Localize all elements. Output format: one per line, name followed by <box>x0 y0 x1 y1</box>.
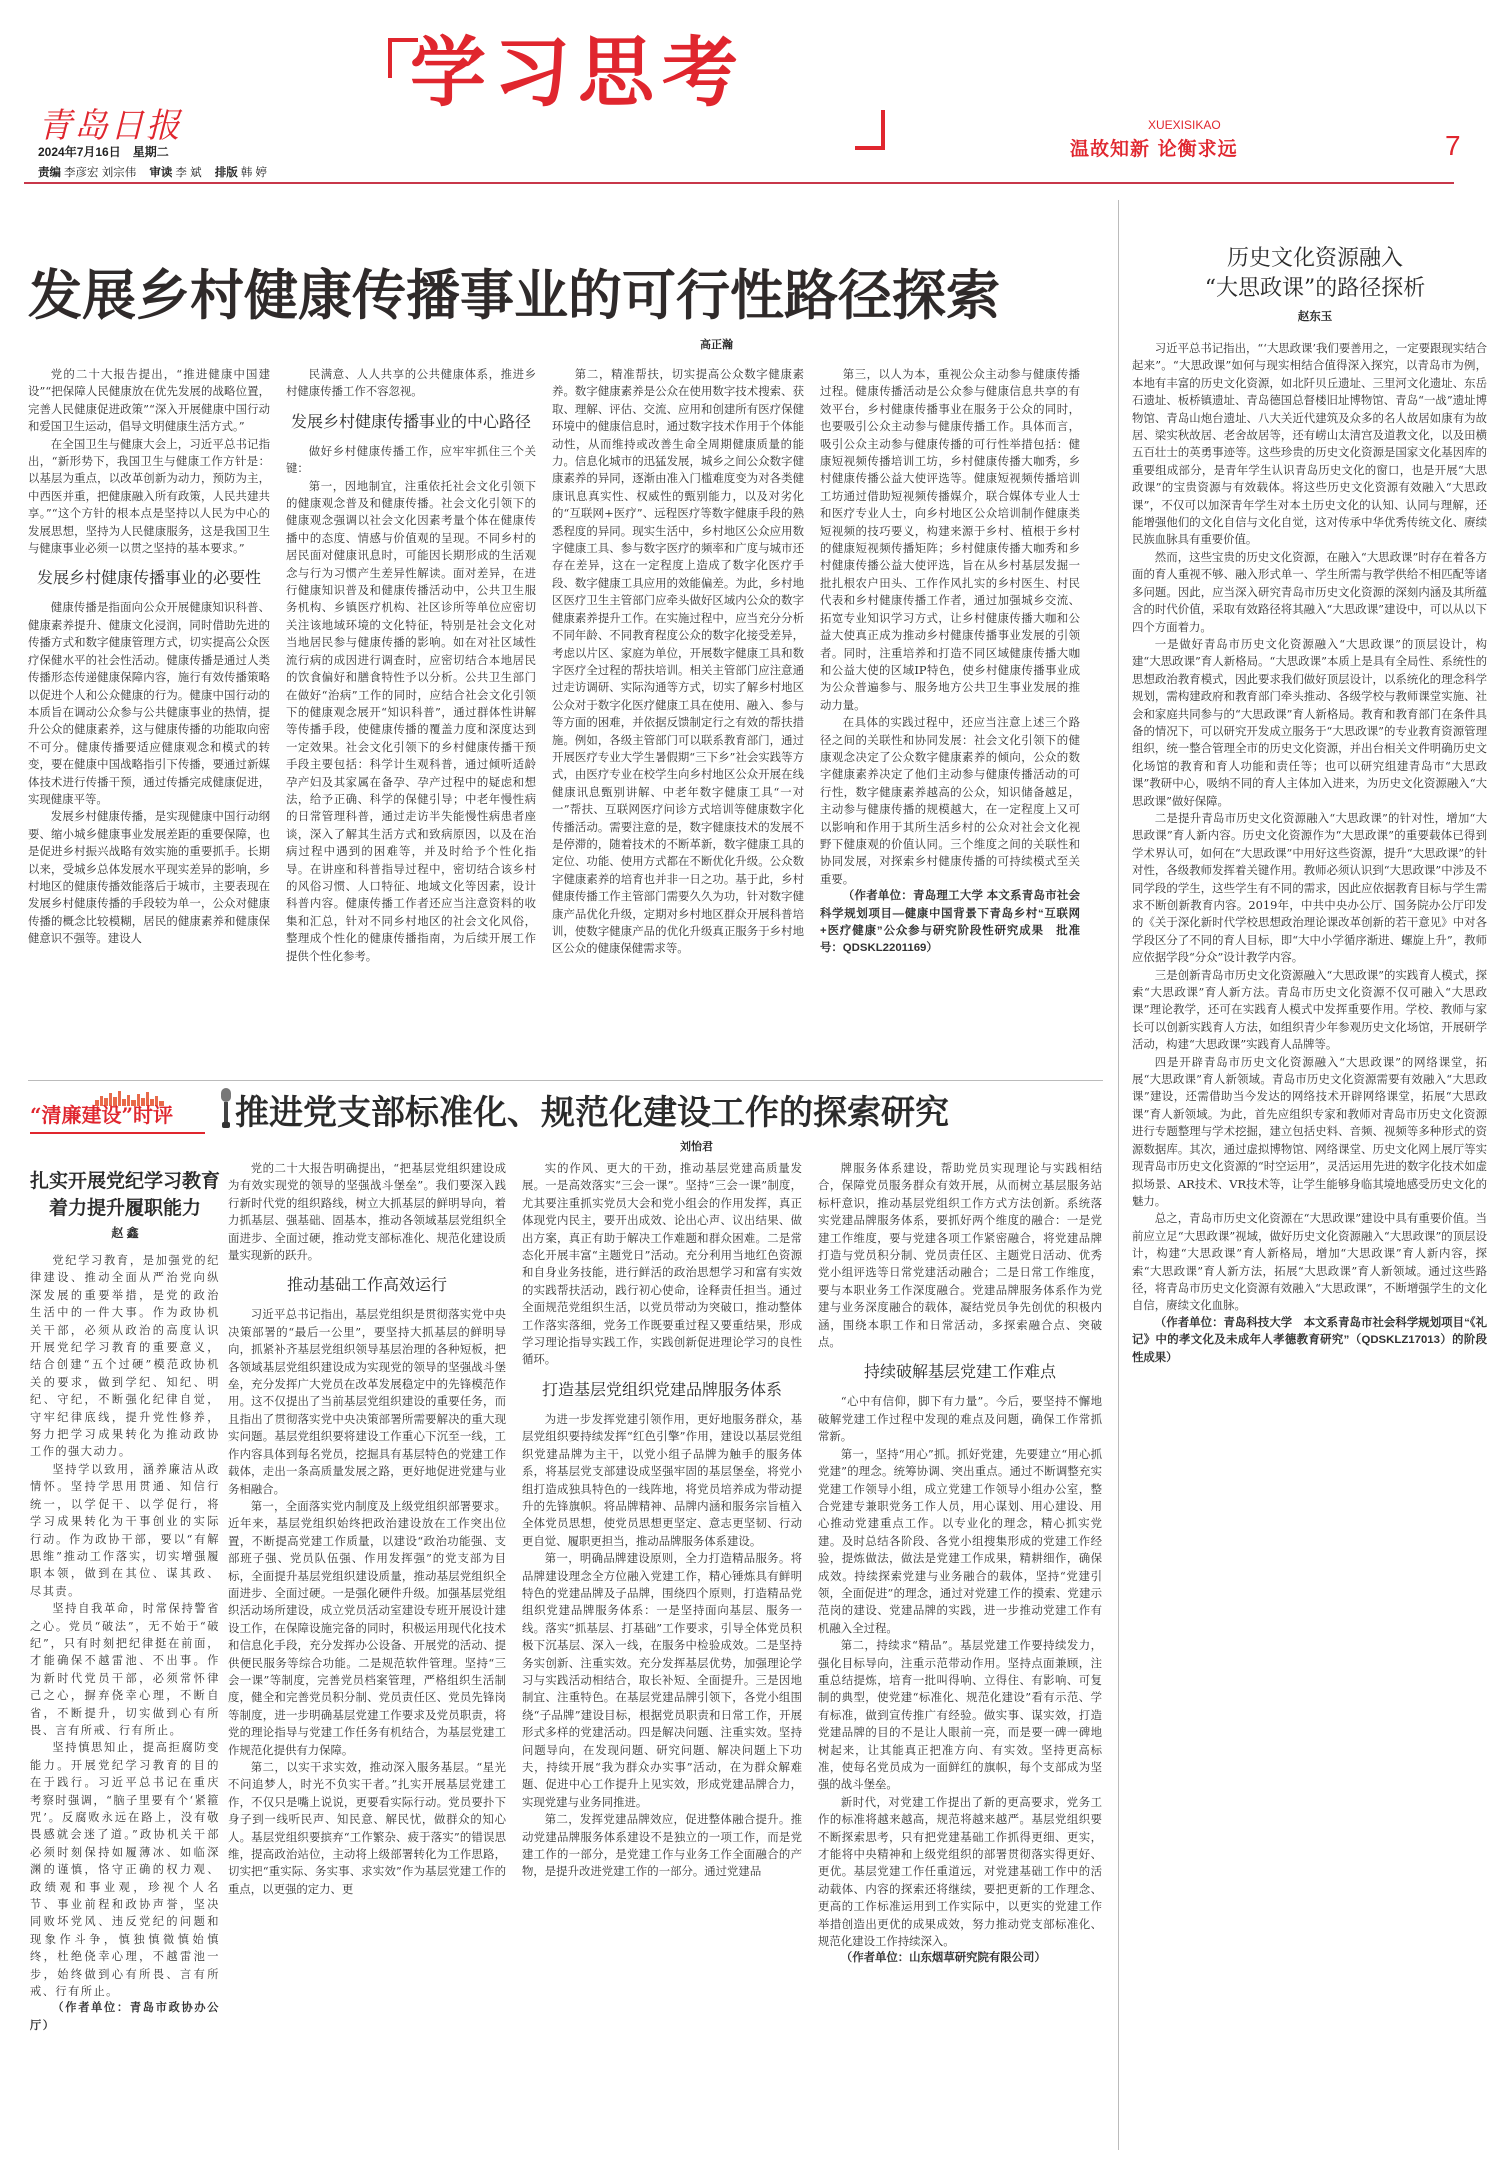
paragraph: “心中有信仰，脚下有力量”。今后，要坚持不懈地破解党建工作过程中发现的难点及问题，确保工作常抓常新。 <box>818 1394 1102 1444</box>
column-badge-clean-governance <box>30 1088 220 1138</box>
paragraph: 在具体的实践过程中，还应当注意上述三个路径之间的关联性和协同发展：社会文化引领下的健康观念决定了公众数字健康素养的倾向，公众的数字健康素养决定了他们主动参与健康传播活动的可行性，数字健康素养越高的公众，知识储备越足，主动参与健康传播的规模越大，在一定程度上又可以影响和作用于其所生活乡村的公众对社会文化视野下健康观的价值认同。三个维度之间的关联性和协同发展，对探索乡村健康传播的可持续模式至关重要。 <box>820 715 1080 886</box>
column-badge-label: “清廉建设”时评 <box>30 1103 174 1127</box>
credit-editor <box>38 167 136 179</box>
paragraph: 然而，这些宝贵的历史文化资源，在融入“大思政课”时存在着各方面的育人重视不够、融入形式单一、学生所需与教学供给不相匹配等诸多问题。因此，应当深入研究青岛市历史文化资源的深刻内涵及其所蕴含的时代价值，采取有效路径将其融入“大思政课”建设中，可以从以下四个方面着力。 <box>1132 549 1487 634</box>
author-affiliation-note: （作者单位：青岛科技大学 本文系青岛市社会科学规划项目“《礼记》中的孝文化及未成年人孝德教育研究”（QDSKLZ17013）的阶段性成果） <box>1132 1316 1487 1364</box>
section-title: 学习思考 <box>410 28 746 117</box>
paragraph: 做好乡村健康传播工作，应牢牢抓住三个关键： <box>286 443 536 476</box>
article-discipline-title-line-2: 着力提升履职能力 <box>48 1197 201 1219</box>
paragraph: 民满意、人人共享的公共健康体系，推进乡村健康传播工作不容忽视。 <box>286 367 536 399</box>
paragraph: 坚持学以致用，涵养廉洁从政情怀。坚持学思用贯通、知信行统一，以学促干、以学促行，将学习成果转化为干事创业的实际行动。作为政协干部，要以“有解思维”推动工作落实，切实增强履职本领，做到在其位、谋其政、尽其责。 <box>30 1462 220 1598</box>
paragraph: 第一，坚持“用心”抓。抓好党建，先要建立“用心抓党建”的理念。统筹协调、突出重点。通过不断调整充实党建工作领导小组，成立党建工作领导小组办公室，整合党建专兼职党务工作人员，用心谋划、用心建设、用心推动党建重点工作。以专业化的理念，精心抓实党建。及时总结各阶段、各党小组搜集形成的党建工作经验，提炼做法，做法是党建工作成果，精耕细作，确保成效。持续探索党建与业务融合的载体，坚持“党建引领，全面促进”的理念，通过对党建工作的摸索、党建示范岗的建设、党建品牌的实践，进一步推动党建工作有机融入全过程。 <box>818 1446 1102 1635</box>
paragraph: 二是提升青岛市历史文化资源融入“大思政课”的针对性，增加“大思政课”育人新内容。历史文化资源作为“大思政课”的重要载体已得到学术界认可，如何在“大思政课”中用好这些资源，提升“大思政课”的针对性，各级教师发挥着关键作用。教师必须认识到“大思政课”中涉及不同学段的学生，这些学生有不同的需求，因此应依据教育目标与学生需求不断创新教育内容。2019年，中共中央办公厅、国务院办公厅印发的《关于深化新时代学校思想政治理论课改革创新的若干意见》中对各学段区分了不同的育人目标，即“大中小学循序渐进、螺旋上升”，教师应依据学段“分众”设计教学内容。 <box>1132 810 1487 965</box>
article-health-author: 高正瀚 <box>700 339 733 351</box>
credit-role: 责编 <box>38 167 61 179</box>
paragraph: 第三，以人为本，重视公众主动参与健康传播过程。健康传播活动是公众参与健康信息共享的有效平台，乡村健康传播事业在服务于公众的同时，也要吸引公众主动参与健康传播工作。具体而言，吸引公众主动参与健康传播的可行性举措包括：健康短视频传播培训工坊，乡村健康传播大咖秀，乡村健康传播公益大使评选等。健康短视频传播培训工坊通过借助短视频传播媒介，联合媒体专业人士和医疗专业人士，向乡村地区公众培训制作健康类短视频的技巧要义，构建来源于乡村、植根于乡村的健康短视频传播矩阵；乡村健康传播大咖秀和乡村健康传播公益大使评选，旨在从乡村基层发掘一批扎根农户田头、工作作风扎实的乡村医生、村民代表和乡村健康传播工作者，通过加强城乡交流、拓宽专业知识学习方式，让乡村健康传播大咖和公益大使真正成为推动乡村健康传播事业发展的引领者。同时，注重培养和打造不同区域健康传播大咖和公益大使的区域IP特色，使乡村健康传播事业成为公众普遍参与、服务地方公共卫生事业发展的推动力量。 <box>820 367 1080 712</box>
author-affiliation-note: （作者单位：山东烟草研究院有限公司） <box>840 1952 1046 1965</box>
paragraph: 坚持自我革命，时常保持警省之心。党员“破法”，无不始于“破纪”，只有时刻把纪律挺在前面，才能确保不越雷池、不出事。作为新时代党员干部，必须常怀律己之心，摒弃侥幸心理，不断自省，不断提升，切实做到心有所畏、言有所戒、行有所止。 <box>30 1602 220 1737</box>
article-discipline-body <box>30 1252 220 2150</box>
section-heading: 推动基础工作高效运行 <box>286 1275 447 1295</box>
issue-date: 2024年7月16日 星期二 <box>38 145 169 159</box>
column-divider <box>1118 200 1119 2150</box>
paragraph: 三是创新青岛市历史文化资源融入“大思政课”的实践育人模式，探索“大思政课”育人新方法。青岛市历史文化资源不仅可融入“大思政课”理论教学，还可在实践育人模式中发挥重要作用。学校、教师与家长可以创新实践育人方法，如组织青少年参观历史文化场馆，开展研学活动，构建“大思政课”实践育人品牌等。 <box>1132 967 1487 1052</box>
paragraph: 第一，明确品牌建设原则，全力打造精品服务。将品牌建设理念全方位融入党建工作，精心锤炼具有鲜明特色的党建品牌及子品牌，围绕四个原则，打造精品党组织党建品牌服务体系：一是坚持面向基层、服务一线。落实“抓基层、打基础”工作要求，引导全体党员积极下沉基层、深入一线，在服务中检验成效。二是坚持务实创新、注重实效。充分发挥基层优势，加强理论学习与实践活动相结合，取长补短、全面提升。三是因地制宜、注重特色。在基层党建品牌引领下，各党小组围绕“子品牌”建设目标，根据党员职责和日常工作，开展形式多样的党建活动。四是解决问题、注重实效。坚持问题导向，在发现问题、研究问题、解决问题上下功夫，持续开展“我为群众办实事”活动，在为群众解难题、促进中心工作提升上见实效，形成党建品牌合力，实现党建与业务同推进。 <box>522 1551 802 1809</box>
paragraph: 一是做好青岛市历史文化资源融入“大思政课”的顶层设计，构建“大思政课”育人新格局。“大思政课”本质上是具有全局性、系统性的思想政治教育模式，因此要求我们做好顶层设计，以系统化的理念科学规划，需构建政府和教育部门牵头推动、各级学校与教师课堂实施、社会和家庭共同参与的“大思政课”育人新格局。教育和教育部门在条件具备的情况下，可以研究开发成立服务于“大思政课”的专业教育资源管理组织，统一整合管理全市的历史文化资源，并出台相关文件明确历史文化场馆的教育和育人功能和责任等；也可以研究组建青岛市“大思政课”教研中心，吸纳不同的育人主体加入进来，为历史文化资源融入“大思政课”做好保障。 <box>1132 636 1487 808</box>
article-history-title-line-2: “大思政课”的路径探析 <box>1204 276 1426 301</box>
paragraph: 第二，发挥党建品牌效应，促进整体融合提升。推动党建品牌服务体系建设不是独立的一项工作，而是党建工作的一部分，是党建工作与业务工作全面融合的产物，是提升改进党建工作的一部分。通过党建品 <box>522 1812 802 1879</box>
paragraph: 新时代，对党建工作提出了新的更高要求，党务工作的标准将越来越高，规范将越来越严。基层党组织要不断探索思考，只有把党建基础工作抓得更细、更实，才能将中央精神和上级党组织的部署贯彻落实得更好、更优。基层党建工作任重道远，对党建基础工作中的活动载体、内容的探索还将继续，要把更新的工作理念、更高的工作标准运用到工作实际中，以更实的党建工作举措创造出更优的成果成效，努力推动党支部标准化、规范化建设工作持续深入。 <box>818 1794 1102 1949</box>
article-health-column-1 <box>28 366 270 1054</box>
editor-credits <box>38 164 277 180</box>
article-history-title <box>1145 244 1485 304</box>
paragraph: 第一，全面落实党内制度及上级党组织部署要求。近年来，基层党组织始终把政治建设放在工作突出位置，不断提高党建工作质量，以建设“政治功能强、支部班子强、党员队伍强、作用发挥强”的党支部为目标，全面提升基层党组织建设质量，推动基层党组织全面进步、全面过硬。一是强化硬件升级。加强基层党组织活动场所建设，成立党员活动室建设专班开展设计建设工作，在保障设施完备的同时，积极运用现代化技术和信息化手段，充分发挥办公设备、开展党的活动、提供便民服务等综合功能。二是规范软件管理。坚持“三会一课”等制度，完善党员档案管理，严格组织生活制度，健全和完善党员积分制、党员责任区、党员先锋岗等制度，进一步明确基层党建工作要求及党员职责，将党的理论指导与党建工作任务有机结合，为基层党建工作规范化提供有力保障。 <box>228 1498 506 1757</box>
paragraph: 第二，精准帮扶，切实提高公众数字健康素养。数字健康素养是公众在使用数字技术搜索、获取、理解、评估、交流、应用和创建所有医疗保健环境中的健康信息时，通过数字技术作用于个体能动性，从而维持或改善生命全周期健康质量的能力。信息化城市的迅猛发展，城乡之间公众数字健康素养的异同，逐渐由准入门槛难度变为对各类健康讯息真实性、权威性的甄别能力，以及对劣化的“互联网+医疗”、远程医疗等数字健康手段的熟悉程度的异同。现实生活中，乡村地区公众应用数字健康工具、参与数字医疗的频率和广度与城市还存在差异，这在一定程度上造成了数字化医疗手段、数字健康工具应用的效能偏差。为此，乡村地区医疗卫生主管部门应牵头做好区域内公众的数字健康素养提升工作。在实施过程中，应当充分分析不同年龄、不同教育程度公众的数字化接受差异，考虑以片区、家庭为单位，开展数字健康工具和数字医疗全过程的帮扶培训。相关主管部门应注意通过走访调研、实际沟通等方式，切实了解乡村地区公众对于数字化医疗健康工具在使用、融入、参与等方面的困难，并依据反馈制定行之有效的帮扶措施。例如，各级主管部门可以联系教育部门，通过开展医疗专业大学生暑假期“三下乡”社会实践等方式，由医疗专业在校学生向乡村地区公众开展在线健康讯息甄别讲解、中老年数字健康工具“一对一”帮扶、互联网医疗问诊方式培训等健康数字化传播活动。需要注意的是，数字健康技术的发展不是停滞的，随着技术的不断革新，数字健康工具的定位、功能、使用方式都在不断优化升级。公众数字健康素养的培育也并非一日之功。基于此，乡村健康传播工作主管部门需要久久为功，针对数字健康产品优化升级，定期对乡村地区群众开展科普培训，使数字健康产品的优化升级真正服务于乡村地区公众的健康保健需求等。 <box>552 367 804 956</box>
paragraph: 在全国卫生与健康大会上，习近平总书记指出，“新形势下，我国卫生与健康工作方针是：以基层为重点，以改革创新为动力，预防为主，中西医并重，把健康融入所有政策，人民共建共享。”“这个方针的根本点是坚持以人民为中心的发展思想，坚持为人民健康服务，这是我国卫生与健康事业必须一以贯之坚持的基本要求。” <box>28 436 270 556</box>
article-health-column-3 <box>552 366 804 1054</box>
article-discipline-author: 赵 鑫 <box>111 1226 139 1240</box>
paragraph: 党的二十大报告明确提出，“把基层党组织建设成为有效实现党的领导的坚强战斗堡垒”。我们要深入践行新时代党的组织路线，树立大抓基层的鲜明导向，着力抓基层、强基础、固基本，推动各领域基层党组织全面进步、全面过硬，推动党支部标准化、规范化建设质量实现新的跃升。 <box>228 1161 506 1263</box>
paragraph: 坚持慎思知止，提高拒腐防变能力。开展党纪学习教育的目的在于践行。习近平总书记在重庆考察时强调，“脑子里要有个‘紧箍咒’。反腐败永远在路上，没有敬畏感就会迷了道。”政协机关干部必须时刻保持如履薄冰、如临深渊的谨慎，恪守正确的权力观、政绩观和事业观，珍视个人名节、事业前程和政协声誉，坚决同败坏党风、违反党纪的问题和现象作斗争，慎独慎微慎始慎终，杜绝侥幸心理，不越雷池一步，始终做到心有所畏、言有所戒、行有所止。 <box>30 1741 220 1999</box>
paragraph: 第二，持续求“精品”。基层党建工作要持续发力，强化目标导向，注重示范带动作用。坚持点面兼顾，注重总结提炼，培育一批叫得响、立得住、有影响、可复制的典型，使党建“标准化、规范化建设”看有示范、学有标准，做到宣传推广有经验。做实事、谋实效，打造党建品牌的目的不是让人眼前一亮，而是要一碑一碑地树起来，让其能真正把准方向、有实效。坚持更高标准，使每名党员成为一面鲜红的旗帜，每个支部成为坚强的战斗堡垒。 <box>818 1638 1102 1792</box>
section-pinyin: XUEXISIKAO <box>1148 118 1221 132</box>
paragraph: 习近平总书记指出，基层党组织是贯彻落实党中央决策部署的“最后一公里”，要坚持大抓基层的鲜明导向，抓紧补齐基层党组织领导基层治理的各种短板，把各领域基层党组织建设成为实现党的领导的坚强战斗堡垒，充分发挥广大党员在改革发展稳定中的先锋模范作用。这不仅提出了当前基层党组织建设的重要任务，而且指出了贯彻落实党中央决策部署所需要解决的重大现实问题。基层党组织要将建设工作重心下沉至一线，工作内容具体到每名党员，挖掘具有基层特色的党建工作载体，走出一条高质量发展之路，更好地促进党建与业务相融合。 <box>228 1307 506 1496</box>
paragraph: 第一，因地制宜，注重依托社会文化引领下的健康观念普及和健康传播。社会文化引领下的健康观念强调以社会文化因素考量个体在健康传播中的态度、情感与价值观的呈现。不同乡村的居民面对健康讯息时，可能因长期形成的生活观念与行为习惯产生差异性解读。面对差异，在进行健康知识普及和健康传播活动中，公共卫生服务机构、乡镇医疗机构、社区诊所等单位应密切关注该地域环境的文化特征，特别是社会文化对当地居民参与健康传播的影响。如在对社区域性流行病的成因进行调查时，应密切结合本地居民的饮食偏好和膳食特性予以分析。公共卫生部门在做好“治病”工作的同时，应结合社会文化引领下的健康观念展开“知识科普”，通过群体性讲解等传播手段，使健康传播的覆盖力度和深度达到一定效果。社会文化引领下的乡村健康传播干预手段主要包括：科学计生观科普，通过倾听适龄孕产妇及其家属在备孕、孕产过程中的疑虑和想法，给予正确、科学的保健引导；中老年慢性病的日常管理科普，通过走访半失能慢性病患者座谈，深入了解其生活方式和致病原因，以及在治病过程中遇到的困难等，并及时给予个性化指导。在讲座和科普指导过程中，密切结合该乡村的风俗习惯、人口特征、地域文化等因素，设计科普内容。健康传播工作者还应当注意资料的收集和汇总，针对不同乡村地区的社会文化风俗，整理成个性化的健康传播指南，为后续开展工作提供个性化参考。 <box>286 478 536 963</box>
article-party-column-2 <box>522 1160 802 2150</box>
article-party-column-1 <box>228 1160 506 2150</box>
article-health-column-4 <box>820 366 1080 1072</box>
corner-bracket-right <box>855 110 885 150</box>
paragraph: 发展乡村健康传播，是实现健康中国行动纲要、缩小城乡健康事业发展差距的重要保障，也是促进乡村振兴战略有效实施的重要抓手。长期以来，受城乡总体发展水平现实差异的影响，乡村地区的健康传播效能落后于城市，主要表现在发展乡村健康传播的手段较为单一，公众对健康传播的概念比较模糊，居民的健康素养和健康保健意识不强等。建设人 <box>28 809 270 946</box>
section-heading: 持续破解基层党建工作难点 <box>863 1362 1056 1382</box>
credit-role: 审读 <box>149 167 173 179</box>
paragraph: 四是开辟青岛市历史文化资源融入“大思政课”的网络课堂，拓展“大思政课”育人新领域。青岛市历史文化资源需要有效融入“大思政课”建设，还需借助当今发达的网络技术开辟网络课堂，拓展“大思政课”育人新领域。为此，首先应组织专家和教师对青岛市历史文化资源进行专题整理与学术挖掘，建立包括史料、音频、视频等多种形式的资源数据库。其次，通过虚拟博物馆、网络课堂、历史文化网上展厅等实现青岛市历史文化资源的“时空运用”，灵活运用先进的数字化技术如虚拟场景、AR技术、VR技术等，让学生能够身临其境地感受历史文化的魅力。 <box>1132 1054 1487 1208</box>
credit-names: 李彦宏 刘宗伟 <box>64 167 137 179</box>
paragraph: 实的作风、更大的干劲，推动基层党建高质量发展。一是高效落实“三会一课”。坚持“三会一课”制度，尤其要注重抓实党员大会和党小组会的作用发挥，真正体现党内民主，要开出成效、论出心声、议出结果、做出方案，真正有助于解决工作难题和群众困难。二是常态化开展丰富“主题党日”活动。充分利用当地红色资源和自身业务技能，进行鲜活的政治思想学习和富有实效的实践帮扶活动，践行初心使命，诠释责任担当。通过全面规范党组织生活，以党员带动为突破口，推动整体工作落实落细，党务工作既要重过程又要重结果，形成学习理论指导实践工作，实践创新促进理论学习的良性循环。 <box>522 1161 802 1367</box>
author-affiliation-note: （作者单位：青岛理工大学 本文系青岛市社会科学规划项目—健康中国背景下青岛乡村“互联网+医疗健康”公众参与研究阶段性研究成果 批准号：QDSKL2201169） <box>820 890 1080 955</box>
microphone-icon <box>218 1088 234 1128</box>
article-discipline-title-line-1: 扎实开展党纪学习教育 <box>30 1170 221 1192</box>
section-divider <box>28 1080 1103 1081</box>
section-heading: 发展乡村健康传播事业的必要性 <box>36 568 261 588</box>
paragraph: 党纪学习教育，是加强党的纪律建设、推动全面从严治党向纵深发展的重要举措，是党的政治生活中的一件大事。作为政协机关干部，必须从政治的高度认识开展党纪学习教育的重要意义，结合创建“五个过硬”模范政协机关的要求，做到学纪、知纪、明纪、守纪，不断强化纪律自觉，守牢纪律底线，提升党性修养，努力把学习成果转化为推动政协工作的强大动力。 <box>30 1254 220 1459</box>
paragraph: 健康传播是指面向公众开展健康知识科普、健康素养提升、健康文化浸润，同时借助先进的传播方式和数字健康管理方式，切实提高公众医疗保健水平的社会性活动。健康传播是通过人类传播形态传递健康保障内容，施行有效传播策略以促进个人和公众健康的行为。健康中国行动的本质旨在调动公众参与公共健康事业的热情，提升公众的健康素养，这与健康传播的功能取向密不可分。健康传播要适应健康观念和模式的转变，要在健康中国战略指引下传播，要通过新媒体技术进行传播干预，通过传播完成健康促进，实现健康平等。 <box>28 600 270 806</box>
section-heading: 发展乡村健康传播事业的中心路径 <box>290 411 531 431</box>
paragraph: 为进一步发挥党建引领作用，更好地服务群众，基层党组织要持续发挥“红色引擎”作用，建设以基层党组织党建品牌为主干，以党小组子品牌为触手的服务体系，将基层党支部建设成坚强牢固的基层堡垒，将党小组打造成独具特色的一线阵地，将党员培养成为带动提升的先锋旗帜。将品牌精神、品牌内涵和服务宗旨植入全体党员思想，使党员思想更坚定、意志更坚韧、行动更自觉、履职更担当，推动品牌服务体系建设。 <box>522 1411 802 1548</box>
credit-layout <box>215 167 267 179</box>
article-history-author: 赵东玉 <box>1297 311 1333 323</box>
article-health-title: 发展乡村健康传播事业的可行性路径探索 <box>28 263 1000 327</box>
article-party-author: 刘怡君 <box>680 1141 713 1153</box>
paragraph: 第二，以实干求实效，推动深入服务基层。“星光不问追梦人，时光不负实干者。”扎实开展基层党建工作，不仅只是嘴上说说，更要看实际行动。党员要扑下身子到一线听民声、知民意、解民忧，做群众的知心人。基层党组织要摈弃“工作繁杂、疲于落实”的错误思维，提高政治站位，主动将上级部署转化为工作思路，切实把“重实际、务实事、求实效”作为基层党建工作的重点，以更强的定力、更 <box>228 1760 506 1896</box>
paragraph: 党的二十大报告提出，“推进健康中国建设”“把保障人民健康放在优先发展的战略位置，完善人民健康促进政策”“深入开展健康中国行动和爱国卫生运动，倡导文明健康生活方式。” <box>28 367 270 434</box>
author-affiliation-note: （作者单位：青岛市政协办公厅） <box>30 2002 220 2032</box>
masthead-divider <box>24 182 1454 184</box>
paragraph: 总之，青岛市历史文化资源在“大思政课”建设中具有重要价值。当前应立足“大思政课”视域，做好历史文化资源融入“大思政课”的顶层设计，构建“大思政课”育人新格局，增加“大思政课”育人新内容，探索“大思政课”育人新方法，拓展“大思政课”育人新领域。通过这些路径，将青岛市历史文化资源有效融入“大思政课”，不断增强学生的文化自信，赓续文化血脉。 <box>1132 1211 1487 1313</box>
article-health-column-2 <box>286 366 536 1054</box>
article-party-title: 推进党支部标准化、规范化建设工作的探索研究 <box>235 1093 949 1133</box>
article-history-title-line-1: 历史文化资源融入 <box>1226 246 1403 271</box>
paragraph: 牌服务体系建设，帮助党员实现理论与实践相结合，保障党员服务群众有效开展，从而树立基层服务站标杆意识，推动基层党组织工作方式方法创新。系统落实党建品牌服务体系，要抓好两个维度的融合：一是党建工作维度，要与党建各项工作紧密融合，将党建品牌打造与党员积分制、党员责任区、主题党日活动、优秀党小组评选等日常党建活动融合；二是日常工作维度，要与本职业务工作深度融合。党建品牌服务体系作为党建与业务深度融合的载体，凝结党员争先创优的积极内涵，围绕本职工作和日常活动，多探索融合点、突破点。 <box>818 1161 1102 1350</box>
newspaper-logo: 青岛日报 <box>38 106 182 146</box>
page-number: 7 <box>1445 130 1461 161</box>
credit-reviewer <box>149 167 201 179</box>
section-slogan: 温故知新 论衡求远 <box>1070 138 1238 160</box>
article-discipline-title <box>30 1168 220 1222</box>
paragraph: 习近平总书记指出，“‘大思政课’我们要善用之，一定要跟现实结合起来”。“大思政课”如何与现实相结合值得深入探究，以青岛市为例，本地有丰富的历史文化资源，如北阡贝丘遗址、三里河文化遗址、东岳石遗址、板桥镇遗址、青岛德国总督楼旧址博物馆、青岛“一战”遗址博物馆、青岛山炮台遗址、八大关近代建筑及众多的名人故居如康有为故居、梁实秋故居、老舍故居等，还有崂山太清宫及道教文化，以及田横五百壮士的英勇事迹等。这些珍贵的历史文化资源是国家文化基因库的重要组成部分，是青年学生认识青岛历史文化的窗口，也是开展“大思政课”的宝贵资源与有效载体。将这些历史文化资源有效融入“大思政课”，不仅可以加深青年学生对本土历史文化的认知、认同与理解，还能增强他们的文化自信与文化自觉，这对传承中华优秀传统文化、赓续民族血脉具有重要价值。 <box>1132 341 1487 547</box>
article-history-body <box>1132 340 1487 2150</box>
credit-names: 韩 婷 <box>240 167 268 179</box>
section-heading: 打造基层党组织党建品牌服务体系 <box>541 1379 782 1399</box>
article-party-column-3 <box>818 1160 1102 2150</box>
column-badge-underline <box>30 1132 205 1134</box>
credit-names: 李 斌 <box>175 167 202 179</box>
credit-role: 排版 <box>214 167 238 179</box>
